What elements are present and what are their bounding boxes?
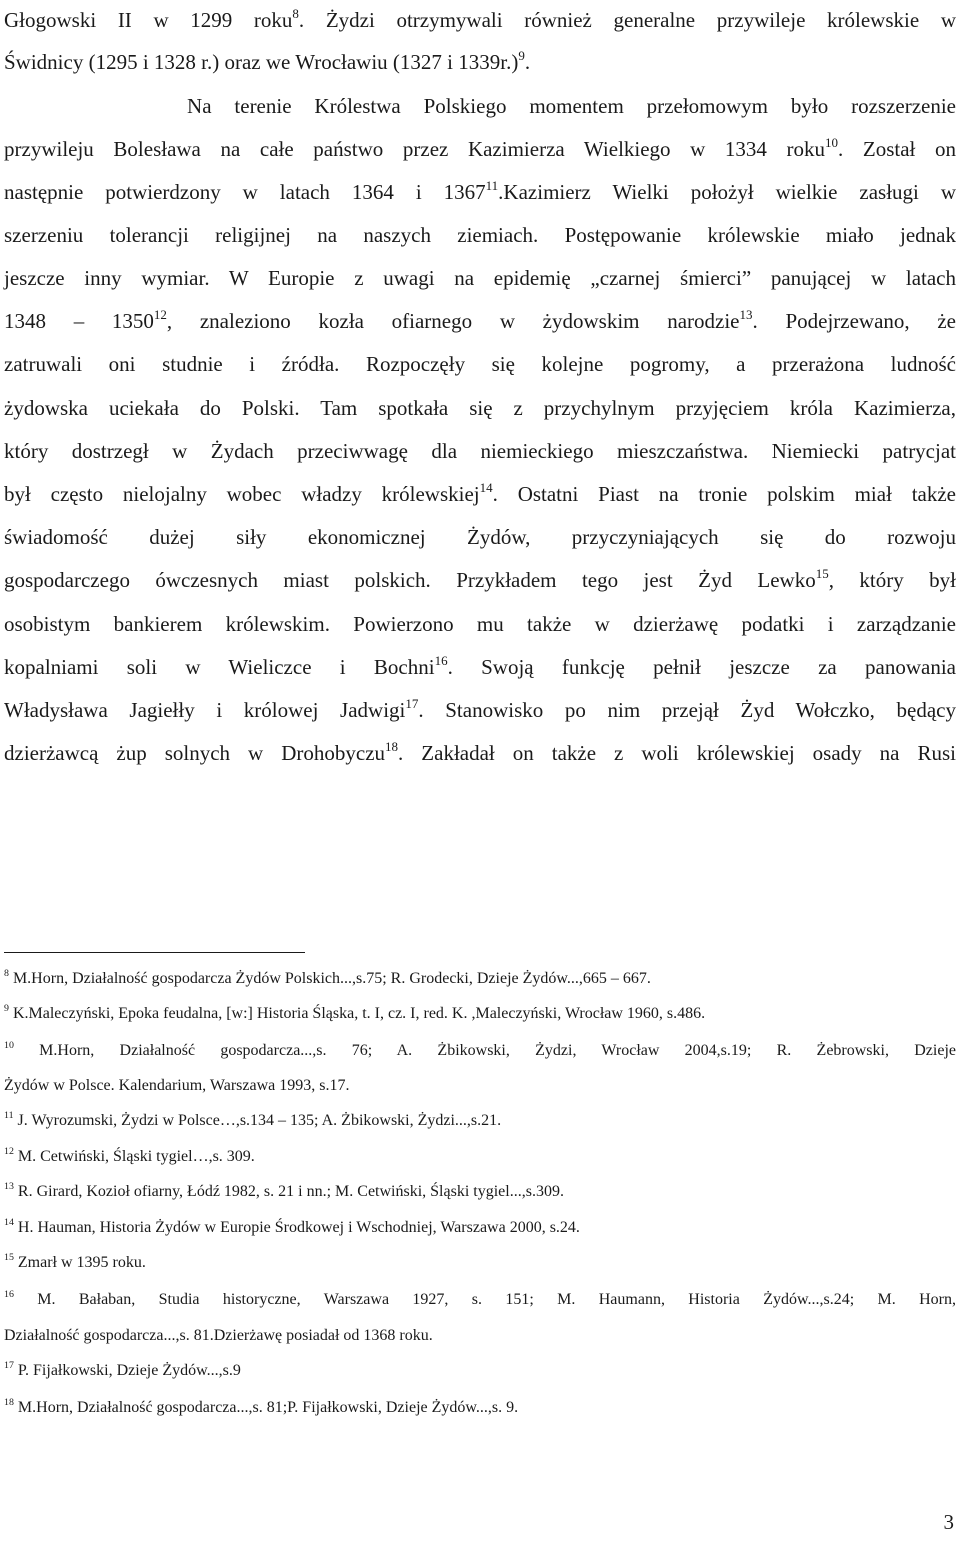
footnote-reference: 16 xyxy=(4,1289,14,1301)
text-segment: R. Girard, Kozioł ofiarny, Łódź 1982, s. 21 i nn.; M. Cetwiński, Śląski tygiel...,s.309. xyxy=(13,1183,564,1200)
text-segment: jeszcze inny wymiar. W Europie z uwagi na epidemię „czarnej śmierci” panującej w latach xyxy=(4,266,956,290)
text-segment: był często nielojalny wobec władzy królewskiej xyxy=(4,482,480,506)
text-segment: szerzeniu tolerancji religijnej na naszych ziemiach. Postępowanie królewskie miało jednak xyxy=(4,223,956,247)
text-segment: osobistym bankierem królewskim. Powierzono mu także w dzierżawę podatki i zarządzanie xyxy=(4,612,956,636)
footnote-line xyxy=(4,1362,956,1380)
footnote-line xyxy=(4,1148,956,1166)
footnote-line xyxy=(4,1005,956,1023)
text-segment: świadomość dużej siły ekonomicznej Żydów, przyczyniających się do rozwoju xyxy=(4,525,956,549)
footnote-reference: 18 xyxy=(4,1397,14,1409)
footnote-reference: 12 xyxy=(153,306,167,322)
text-segment: Świdnicy (1295 i 1328 r.) oraz we Wrocławiu (1327 i 1339r.) xyxy=(4,50,519,74)
paragraph-line xyxy=(4,134,956,162)
footnote-reference: 11 xyxy=(485,177,499,193)
text-segment: P. Fijałkowski, Dzieje Żydów...,s.9 xyxy=(13,1362,241,1379)
footnote-reference: 9 xyxy=(518,47,525,63)
footnote-line xyxy=(4,970,956,988)
footnote-line xyxy=(4,1042,956,1060)
paragraph-line xyxy=(4,177,956,205)
paragraph-line xyxy=(4,565,956,593)
text-segment: M.Horn, Działalność gospodarcza...,s. 81;P. Fijałkowski, Dzieje Żydów...,s. 9. xyxy=(13,1399,519,1416)
footnote-reference: 8 xyxy=(4,968,9,980)
paragraph-line xyxy=(4,612,956,637)
paragraph-line xyxy=(4,306,956,334)
text-segment: .Kazimierz Wielki położył wielkie zasługi w xyxy=(498,180,956,204)
text-segment: gospodarczego ówczesnych miast polskich. Przykładem tego jest Żyd Lewko xyxy=(4,568,816,592)
footnote-line xyxy=(4,1254,956,1272)
paragraph-line xyxy=(4,5,956,33)
footnote-line xyxy=(4,1219,956,1237)
footnote-reference: 14 xyxy=(4,1217,14,1229)
text-segment: Zmarł w 1395 roku. xyxy=(13,1254,146,1271)
text-segment: Żydów w Polsce. Kalendarium, Warszawa 1993, s.17. xyxy=(4,1077,350,1094)
text-segment: następnie potwierdzony w latach 1364 i 1367 xyxy=(4,180,486,204)
text-segment: . Podejrzewano, że xyxy=(752,309,956,333)
footnote-reference: 9 xyxy=(4,1003,9,1015)
text-segment: M. Cetwiński, Śląski tygiel…,s. 309. xyxy=(13,1148,255,1165)
footnote-reference: 17 xyxy=(405,695,419,711)
paragraph-line xyxy=(4,47,956,75)
paragraph-line xyxy=(4,695,957,723)
paragraph-line xyxy=(4,94,956,119)
footnote-reference: 15 xyxy=(815,565,829,581)
paragraph-line xyxy=(4,479,956,507)
text-segment: . Swoją funkcję pełnił jeszcze za panowania xyxy=(447,655,956,679)
text-segment: zatruwali oni studnie i źródła. Rozpoczęły się kolejne pogromy, a przerażona ludność xyxy=(4,352,956,376)
footnote-line xyxy=(4,1183,956,1201)
paragraph-line xyxy=(4,439,956,464)
text-segment: M. Bałaban, Studia historyczne, Warszawa 1927, s. 151; M. Haumann, Historia Żydów...,s.24; M. Horn, xyxy=(13,1291,956,1308)
footnote-reference: 18 xyxy=(385,738,399,754)
footnote-reference: 16 xyxy=(434,652,448,668)
text-segment: K.Maleczyński, Epoka feudalna, [w:] Historia Śląska, t. I, cz. I, red. K. ,Maleczyński, Wrocław 1960, s.486. xyxy=(8,1005,706,1022)
footnote-reference: 13 xyxy=(4,1181,14,1193)
text-segment: . Żydzi otrzymywali również generalne przywileje królewskie w xyxy=(298,8,956,32)
paragraph-line xyxy=(4,266,956,291)
text-segment: Głogowski II w 1299 roku xyxy=(4,8,293,32)
text-segment: , znaleziono kozła ofiarnego w żydowskim narodzie xyxy=(166,309,740,333)
footnote-reference: 10 xyxy=(825,134,839,150)
footnote-reference: 13 xyxy=(739,306,753,322)
text-segment: H. Hauman, Historia Żydów w Europie Środkowej i Wschodniej, Warszawa 2000, s.24. xyxy=(13,1219,580,1236)
text-segment: . Ostatni Piast na tronie polskim miał także xyxy=(492,482,956,506)
text-segment: przywileju Bolesława na całe państwo przez Kazimierza Wielkiego w 1334 roku xyxy=(4,137,826,161)
text-segment: . xyxy=(524,50,531,74)
footnote-reference: 8 xyxy=(292,5,299,21)
paragraph-line xyxy=(4,738,956,766)
text-segment: dzierżawcą żup solnych w Drohobyczu xyxy=(4,741,386,765)
text-segment: M.Horn, Działalność gospodarcza...,s. 76; A. Żbikowski, Żydzi, Wrocław 2004,s.19; R. Żebrowski, Dzieje xyxy=(13,1042,956,1059)
footnote-line xyxy=(4,1112,956,1130)
footnote-line xyxy=(4,1291,956,1309)
footnote-separator xyxy=(4,952,305,953)
footnote-reference: 17 xyxy=(4,1360,14,1372)
text-segment: . Został on xyxy=(838,137,956,161)
paragraph-line xyxy=(4,223,956,248)
text-segment: . Zakładał on także z woli królewskiej osady na Rusi xyxy=(398,741,956,765)
footnote-reference: 10 xyxy=(4,1040,14,1052)
footnote-reference: 15 xyxy=(4,1252,14,1264)
footnote-reference: 12 xyxy=(4,1146,14,1158)
paragraph-line xyxy=(4,396,956,421)
text-segment: żydowska uciekała do Polski. Tam spotkała się z przychylnym przyjęciem króla Kazimierza, xyxy=(4,396,956,420)
footnote-line xyxy=(4,1399,956,1417)
text-segment: , który był xyxy=(828,568,956,592)
text-segment: kopalniami soli w Wieliczce i Bochni xyxy=(4,655,435,679)
text-segment: . Stanowisko po nim przejął Żyd Wołczko, będący xyxy=(418,698,957,722)
text-segment: Na terenie Królestwa Polskiego momentem przełomowym było rozszerzenie xyxy=(4,94,956,118)
page-number: 3 xyxy=(943,1510,954,1534)
footnote-reference: 11 xyxy=(4,1110,14,1122)
paragraph-line xyxy=(4,652,956,680)
footnote-line xyxy=(4,1077,956,1095)
footnote-reference: 14 xyxy=(479,479,493,495)
text-segment: M.Horn, Działalność gospodarcza Żydów Polskich...,s.75; R. Grodecki, Dzieje Żydów...,665 – 667. xyxy=(8,970,651,987)
paragraph-line xyxy=(4,352,956,377)
text-segment: Władysława Jagiełły i królowej Jadwigi xyxy=(4,698,406,722)
text-segment: J. Wyrozumski, Żydzi w Polsce…,s.134 – 135; A. Żbikowski, Żydzi...,s.21. xyxy=(13,1112,502,1129)
text-segment: który dostrzegł w Żydach przeciwwagę dla niemieckiego mieszczaństwa. Niemiecki patrycjat xyxy=(4,439,956,463)
text-segment: 1348 – 1350 xyxy=(4,309,154,333)
footnote-line xyxy=(4,1327,956,1345)
text-segment: Działalność gospodarcza...,s. 81.Dzierżawę posiadał od 1368 roku. xyxy=(4,1327,433,1344)
paragraph-line xyxy=(4,525,956,550)
